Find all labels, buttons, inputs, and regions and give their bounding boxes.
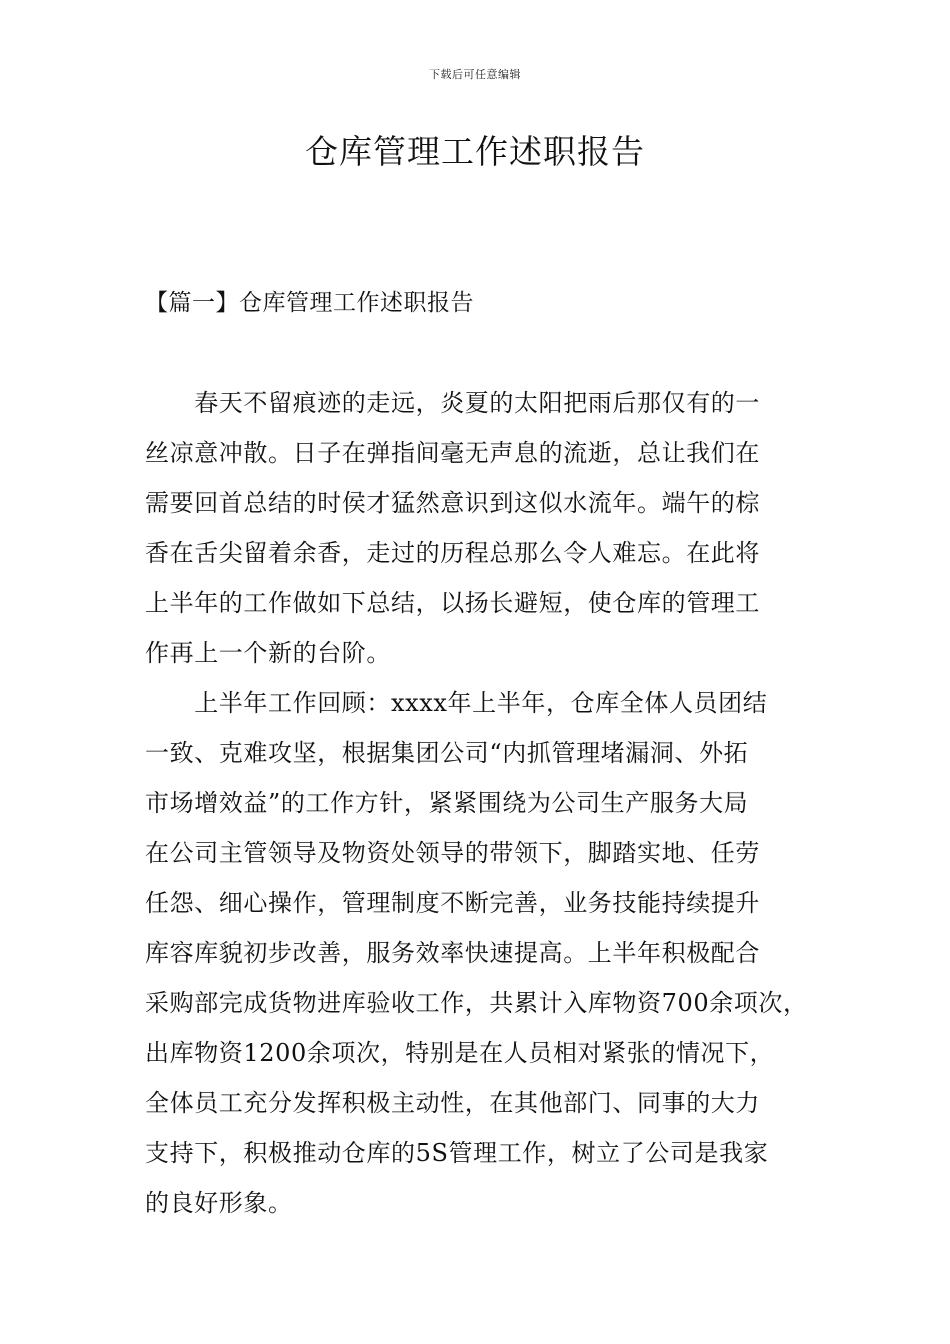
paragraph-line: 全体员工充分发挥积极主动性，在其他部门、同事的大力 xyxy=(145,1089,760,1117)
paragraph-line: 的良好形象。 xyxy=(145,1189,293,1217)
header-note: 下载后可任意编辑 xyxy=(429,68,521,81)
paragraph-line: 库容库貌初步改善，服务效率快速提高。上半年积极配合 xyxy=(145,939,760,967)
paragraph-line: 支持下，积极推动仓库的5S管理工作，树立了公司是我家 xyxy=(145,1139,769,1167)
paragraph-line: 采购部完成货物进库验收工作，共累计入库物资700余项次， xyxy=(145,989,808,1017)
paragraph-line: 香在舌尖留着余香，走过的历程总那么令人难忘。在此将 xyxy=(145,539,760,567)
paragraph-line: 出库物资1200余项次，特别是在人员相对紧张的情况下， xyxy=(145,1039,775,1067)
paragraph-line: 作再上一个新的台阶。 xyxy=(145,639,391,667)
paragraph-line: 春天不留痕迹的走远，炎夏的太阳把雨后那仅有的一 xyxy=(145,389,760,417)
paragraph-line: 一致、克难攻坚，根据集团公司“内抓管理堵漏洞、外拓 xyxy=(145,739,749,767)
paragraph-line: 在公司主管领导及物资处领导的带领下，脚踏实地、任劳 xyxy=(145,839,760,867)
paragraph-line: 上半年工作回顾：xxxx年上半年，仓库全体人员团结 xyxy=(145,689,768,717)
paragraph-line: 上半年的工作做如下总结，以扬长避短，使仓库的管理工 xyxy=(145,589,760,617)
paragraph-line: 丝凉意冲散。日子在弹指间毫无声息的流逝，总让我们在 xyxy=(145,439,760,467)
document-title: 仓库管理工作述职报告 xyxy=(305,132,645,171)
paragraph-line: 市场增效益”的工作方针，紧紧围绕为公司生产服务大局 xyxy=(145,789,749,817)
paragraph-line: 需要回首总结的时侯才猛然意识到这似水流年。端午的棕 xyxy=(145,489,760,517)
section-heading: 【篇一】仓库管理工作述职报告 xyxy=(145,290,474,316)
paragraph-line: 任怨、细心操作，管理制度不断完善，业务技能持续提升 xyxy=(145,889,760,917)
